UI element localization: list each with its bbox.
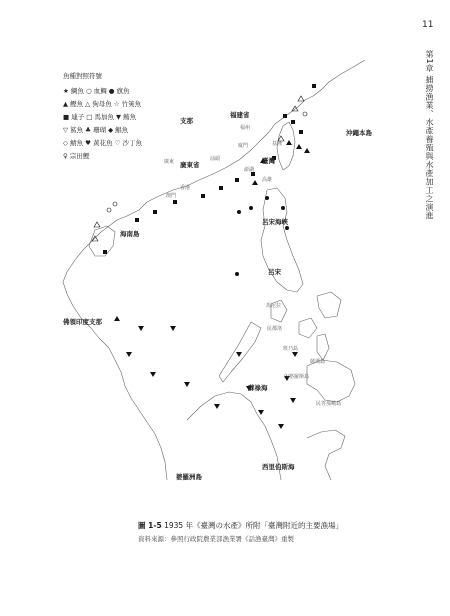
label-samar: 薩瑪島	[310, 359, 326, 365]
figure-source: 資料來源：參照行政院農業部漁業署《話漁臺灣》重製	[138, 535, 294, 543]
label-borneo: 婆羅洲島	[176, 473, 202, 481]
label-manila: 馬尼拉	[266, 303, 282, 309]
label-panay: 班乃島	[283, 346, 299, 352]
legend-row: ★ 鯛魚 ○ 血鯛 ● 旗魚	[63, 87, 130, 95]
marker	[201, 194, 205, 198]
marker	[135, 218, 139, 222]
marker	[235, 272, 239, 276]
label-okinawa: 沖繩本島	[346, 129, 372, 137]
panay-island	[299, 318, 317, 338]
marker	[298, 96, 304, 101]
label-macau: 澳門	[166, 193, 177, 199]
label-zhibu: 支那	[180, 117, 193, 125]
marker	[237, 210, 241, 214]
figure-caption	[138, 520, 343, 531]
negros-island	[317, 334, 329, 360]
page-number: 11	[422, 20, 434, 30]
label-luzon: 呂宋	[268, 268, 281, 276]
label-indochina: 佛領印度支那	[63, 318, 102, 326]
celebes-island	[307, 430, 345, 480]
marker	[296, 144, 302, 149]
label-luzon-strait: 呂宋海峽	[262, 218, 288, 226]
marker	[285, 226, 289, 230]
marker	[286, 140, 292, 145]
marker	[235, 178, 239, 182]
marker	[258, 410, 264, 415]
marker	[126, 352, 132, 357]
marker	[303, 112, 307, 116]
marker	[113, 202, 117, 206]
marker	[290, 398, 296, 403]
marker	[103, 250, 107, 254]
marker	[94, 222, 100, 227]
label-fuzhou: 福州	[240, 125, 251, 131]
map-legend	[63, 70, 142, 163]
marker	[299, 130, 303, 134]
marker	[304, 148, 310, 153]
label-celebes-sea: 西里伯斯海	[262, 463, 295, 471]
marker	[265, 196, 269, 200]
marker	[219, 186, 223, 190]
running-head: 第1章 捕撈漁業、水產養殖與水產加工之演進	[425, 50, 434, 221]
marker	[249, 206, 253, 210]
marker	[281, 206, 285, 210]
marker	[278, 424, 284, 429]
label-mindoro: 民都洛	[267, 326, 283, 332]
legend-row: ▲ 鰹魚 △ 狗母魚 ☆ 竹筴魚	[63, 100, 142, 108]
figure-number: 圖 1-5	[138, 521, 162, 530]
label-sulu: 蘇祿海	[248, 384, 268, 392]
label-keelung: 基隆	[272, 141, 283, 147]
figure-caption-text: 1935 年《臺灣の水產》所附「臺灣附近的主要漁場」	[164, 521, 344, 530]
legend-row: ▽ 鯊魚 ♣ 珊瑚 ◆ 鯧魚	[63, 126, 129, 134]
marker	[173, 200, 177, 204]
marker	[138, 326, 144, 331]
label-shantou: 汕頭	[210, 156, 221, 162]
legend-title: 魚種對照符號	[63, 72, 102, 80]
label-fujian: 福建省	[230, 111, 250, 119]
legend-row: ♀ 宗田鰹	[63, 152, 90, 160]
marker	[150, 372, 156, 377]
marker	[236, 352, 242, 357]
legend-row: ◇ 鯖魚 ♥ 黃花魚 ♡ 沙丁魚	[63, 139, 142, 147]
label-guangdong-city: 廣東	[164, 159, 175, 165]
marker	[283, 114, 287, 118]
label-penghu: 澎湖	[244, 167, 255, 173]
label-mindanao: 民答那峨島	[316, 401, 342, 407]
marker	[252, 180, 258, 185]
marker	[184, 382, 190, 387]
label-hainan: 海南島	[120, 230, 140, 238]
label-xiamen: 廈門	[238, 143, 249, 149]
marker	[170, 326, 176, 331]
label-guangdong: 廣東省	[180, 161, 200, 169]
marker	[312, 84, 316, 88]
marker	[214, 404, 220, 409]
label-taiwan: 臺灣	[262, 157, 275, 165]
marker	[107, 208, 111, 212]
label-hongkong: 香港	[180, 185, 191, 191]
marker	[292, 352, 298, 357]
marker	[291, 120, 295, 124]
samar-island	[317, 292, 341, 318]
marker	[114, 316, 120, 321]
mindanao-island	[307, 360, 355, 402]
marker	[153, 210, 157, 214]
label-negros: 內格羅斯島	[284, 374, 310, 380]
legend-row: ■ 連子 □ 馬加魚 ▼ 鮪魚	[63, 113, 137, 121]
luzon-island	[261, 188, 303, 292]
label-kaohsiung: 高雄	[262, 177, 273, 183]
